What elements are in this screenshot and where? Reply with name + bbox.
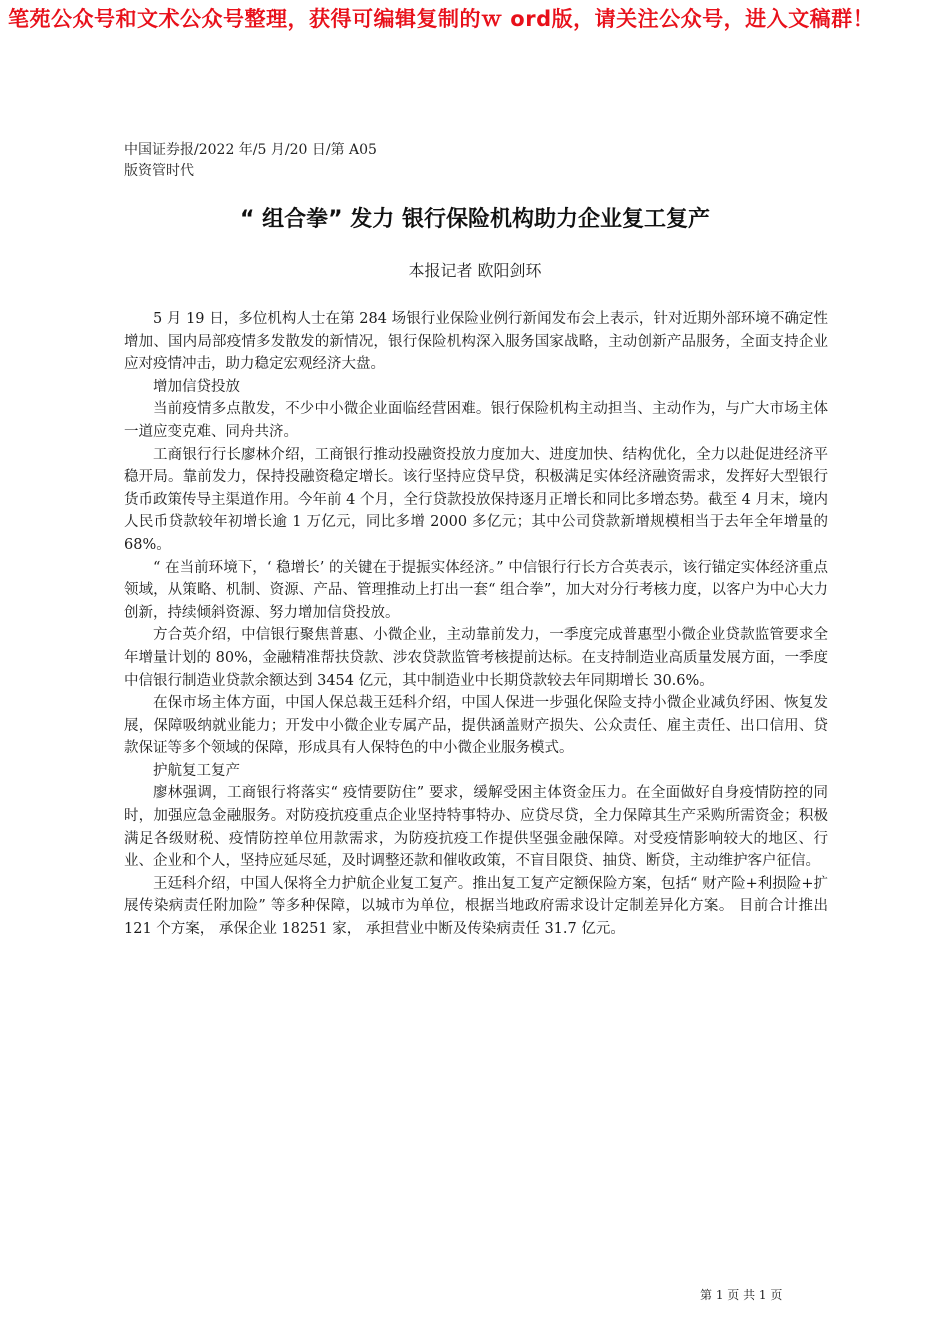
source-line-2: 版资管时代 xyxy=(124,163,194,179)
source-line-1: 中国证券报/2022 年/5 月/20 日/第 A05 xyxy=(124,142,377,158)
paragraph: 方合英介绍，中信银行聚焦普惠、小微企业，主动靠前发力，一季度完成普惠型小微企业贷款监管要求全年增量计划的 80%，金融精准帮扶贷款、涉农贷款监管考核提前达标。在支持制造业高质量发展方面，一季度中信银行制造业贷款余额达到 3454 亿元，其中制造业中长期贷款较去年同期增长 30.6%。 xyxy=(124,627,828,689)
article-title: “ 组合拳” 发力 银行保险机构助力企业复工复产 xyxy=(240,207,710,232)
section-heading: 增加信贷投放 xyxy=(153,378,240,395)
article-body xyxy=(124,308,828,941)
paragraph: 当前疫情多点散发，不少中小微企业面临经营困难。银行保险机构主动担当、主动作为，与广大市场主体一道应变克难、同舟共济。 xyxy=(124,401,828,440)
source-info xyxy=(124,140,484,182)
paragraph: 在保市场主体方面，中国人保总裁王廷科介绍，中国人保进一步强化保险支持小微企业减负纾困、恢复发展，保障吸纳就业能力；开发中小微企业专属产品，提供涵盖财产损失、公众责任、雇主责任、出口信用、贷款保证等多个领域的保障，形成具有人保特色的中小微企业服务模式。 xyxy=(124,695,828,757)
page-number: 第 1 页 共 1 页 xyxy=(700,1288,783,1302)
paragraph: 工商银行行长廖林介绍，工商银行推动投融资投放力度加大、进度加快、结构优化，全力以赴促进经济平稳开局。靠前发力，保持投融资稳定增长。该行坚持应贷早贷，积极满足实体经济融资需求，发挥好大型银行货币政策传导主渠道作用。今年前 4 个月，全行贷款投放保持逐月正增长和同比多增态势。截至 4 月末，境内人民币贷款较年初增长逾 1 万亿元，同比多增 2000 多亿元；其中公司贷款新增规模相当于去年全年增量的 68%。 xyxy=(124,446,828,553)
paragraph: 5 月 19 日，多位机构人士在第 284 场银行业保险业例行新闻发布会上表示，针对近期外部环境不确定性增加、国内局部疫情多发散发的新情况，银行保险机构深入服务国家战略，主动创新产品服务，全面支持企业应对疫情冲击，助力稳定宏观经济大盘。 xyxy=(124,311,828,373)
paragraph: “ 在当前环境下，‘ 稳增长’ 的关键在于提振实体经济。” 中信银行行长方合英表示，该行锚定实体经济重点领域，从策略、机制、资源、产品、管理推动上打出一套“ 组合拳”，加大对分行考核力度，以客户为中心大力创新，持续倾斜资源、努力增加信贷投放。 xyxy=(124,559,828,621)
article-byline: 本报记者 欧阳剑环 xyxy=(408,261,542,280)
paragraph: 王廷科介绍，中国人保将全力护航企业复工复产。推出复工复产定额保险方案，包括“ 财产险+利损险+扩展传染病责任附加险” 等多种保障，以城市为单位，根据当地政府需求设计定制差异化方案。 目前合计推出 121 个方案， 承保企业 18251 家， 承担营业中断及传染病责任 31.7 亿元。 xyxy=(124,875,828,938)
promo-banner: 笔苑公众号和文术公众号整理，获得可编辑复制的ｗ ord版，请关注公众号，进入文稿群！ xyxy=(8,7,875,31)
paragraph: 廖林强调，工商银行将落实“ 疫情要防住” 要求，缓解受困主体资金压力。在全面做好自身疫情防控的同时，加强应急金融服务。对防疫抗疫重点企业坚持特事特办、应贷尽贷，全力保障其生产采购所需资金；积极满足各级财税、疫情防控单位用款需求，为防疫抗疫工作提供坚强金融保障。对受疫情影响较大的地区、行业、企业和个人，坚持应延尽延，及时调整还款和催收政策，不盲目限贷、抽贷、断贷，主动维护客户征信。 xyxy=(124,785,828,870)
section-heading: 护航复工复产 xyxy=(153,762,240,779)
